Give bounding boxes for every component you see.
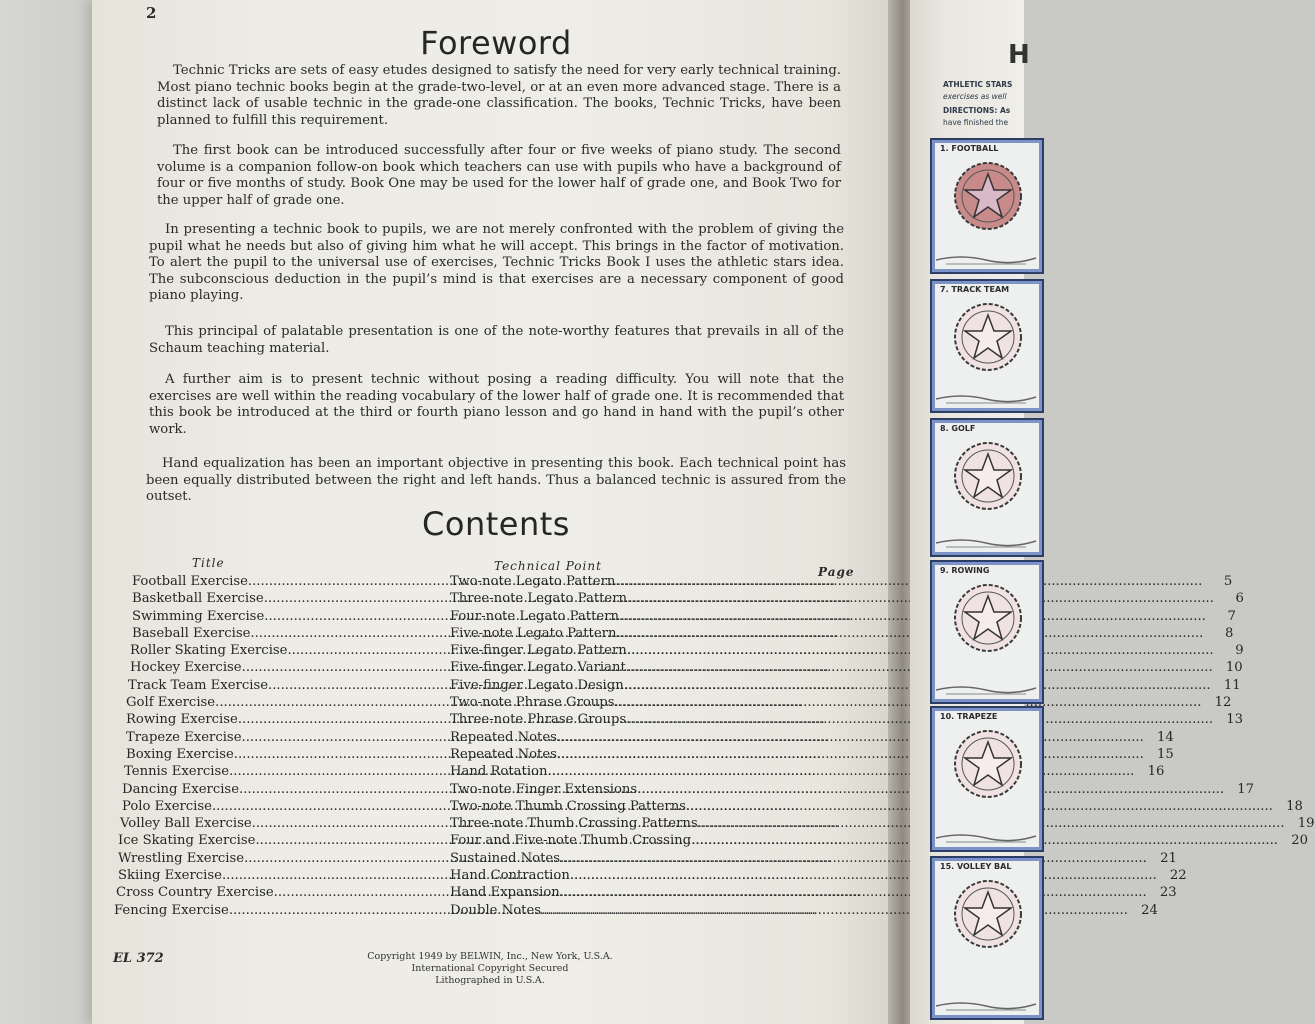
technical-point: Two-note Thumb Crossing Patterns .....	[450, 799, 1273, 814]
page-reference: 11	[1223, 677, 1241, 693]
table-row	[110, 574, 1233, 591]
table-row	[110, 660, 1243, 677]
technical-point: Three-note Legato Pattern .....	[450, 591, 1214, 606]
table-row	[110, 764, 1165, 781]
foreword-title: Foreword	[420, 24, 572, 62]
table-row	[110, 677, 1241, 695]
panel-label: 7. TRACK TEAM	[940, 285, 1010, 294]
page-reference: 9	[1235, 643, 1244, 659]
athletic-star-panel	[930, 279, 1044, 413]
athletic-star-panel	[930, 706, 1044, 852]
technical-point: Hand Contraction .....	[450, 868, 1157, 883]
technical-point: Two-note Legato Pattern .....	[450, 574, 1202, 589]
technical-point: Repeated Notes .....	[450, 747, 1144, 762]
technical-point: Two-note Phrase Groups .....	[450, 695, 1201, 710]
exercise-title: Tennis Exercise .....	[124, 764, 450, 779]
page-reference: 5	[1223, 574, 1233, 589]
table-row	[110, 608, 1236, 626]
technical-point: Five-finger Legato Pattern .....	[450, 643, 1214, 658]
exercise-title: Swimming Exercise .....	[132, 609, 450, 624]
foreword-paragraph-5: A further aim is to present technic without posing a reading difficulty. You will note that the exercises are well within the reading vocabulary of the lower half of grade one. It is recommended that this book be introduced at the third or fourth piano lesson and go hand in hand with the pupil’s other work.	[149, 372, 844, 437]
exercise-title: Boxing Exercise .....	[126, 747, 450, 762]
page-reference: 17	[1237, 781, 1255, 797]
right-page-line: exercises as well	[943, 92, 1007, 101]
page-reference: 18	[1286, 798, 1303, 814]
athletic-star-panel	[930, 856, 1044, 1020]
contents-header-point: Technical Point	[494, 559, 602, 573]
page-reference: 10	[1225, 660, 1243, 676]
contents-header-page: Page	[818, 565, 855, 579]
sport-illustration-icon	[936, 367, 1036, 407]
exercise-title: Skiing Exercise .....	[118, 868, 450, 883]
table-row	[110, 781, 1255, 799]
technical-point: Three-note Phrase Groups .....	[450, 712, 1213, 727]
exercise-title: Golf Exercise .....	[126, 695, 450, 710]
page-reference: 13	[1226, 712, 1244, 728]
exercise-title: Fencing Exercise .....	[114, 903, 450, 918]
technical-point: Five-finger Legato Variant .....	[450, 660, 1213, 675]
table-row	[110, 798, 1303, 816]
contents-header-title: Title	[192, 556, 225, 570]
table-row	[110, 643, 1244, 660]
right-page-line: ATHLETIC STARS	[943, 80, 1013, 89]
panel-label: 9. ROWING	[940, 566, 990, 575]
exercise-title: Volley Ball Exercise .....	[120, 816, 450, 831]
catalog-code: EL 372	[113, 951, 164, 966]
page-reference: 7	[1227, 608, 1236, 624]
page-reference: 21	[1160, 850, 1177, 866]
sport-illustration-icon	[936, 658, 1036, 698]
page-reference: 6	[1235, 591, 1244, 607]
panel-label: 15. VOLLEY BAL	[940, 862, 1012, 871]
page-reference: 14	[1157, 729, 1174, 745]
foreword-paragraph-6: Hand equalization has been an important objective in presenting this book. Each technical point has been equally distributed between the right and left hands. Thus a balanced technic is assured from the outset.	[146, 456, 846, 504]
star-medal-icon	[952, 440, 1024, 512]
right-page-line: have finished the	[943, 118, 1009, 127]
copyright-line: International Copyright Secured	[411, 963, 569, 974]
copyright-notice	[340, 951, 640, 987]
page-reference: 8	[1224, 625, 1234, 641]
technical-point: Double Notes .....	[450, 903, 1128, 918]
page-reference: 23	[1159, 885, 1177, 901]
exercise-title: Dancing Exercise .....	[122, 782, 450, 797]
table-row	[110, 868, 1187, 885]
exercise-title: Polo Exercise .....	[122, 799, 450, 814]
technical-point: Two-note Finger Extensions .....	[450, 782, 1224, 797]
technical-point: Four-note Legato Pattern .....	[450, 609, 1206, 624]
page-reference: 16	[1147, 764, 1165, 780]
table-row	[110, 729, 1174, 747]
athletic-star-panel	[930, 560, 1044, 704]
table-row	[110, 816, 1315, 833]
exercise-title: Trapeze Exercise .....	[126, 730, 450, 745]
page-reference: 20	[1291, 833, 1308, 849]
right-page-line: DIRECTIONS: As	[943, 106, 1011, 115]
technical-point: Five-note Legato Pattern .....	[450, 626, 1203, 641]
star-medal-icon	[952, 878, 1024, 950]
exercise-title: Roller Skating Exercise .....	[130, 643, 450, 658]
page-reference: 12	[1214, 695, 1232, 711]
exercise-title: Hockey Exercise .....	[130, 660, 450, 675]
table-row	[110, 902, 1158, 920]
copyright-line: Lithographed in U.S.A.	[435, 975, 545, 986]
technical-point: Repeated Notes .....	[450, 730, 1144, 745]
table-row	[110, 625, 1234, 643]
table-row	[110, 591, 1244, 608]
exercise-title: Rowing Exercise .....	[126, 712, 450, 727]
exercise-title: Football Exercise .....	[132, 574, 450, 589]
exercise-title: Basketball Exercise .....	[132, 591, 450, 606]
technical-point: Four and Five-note Thumb Crossing .....	[450, 833, 1278, 848]
sport-illustration-icon	[936, 806, 1036, 846]
exercise-title: Baseball Exercise .....	[132, 626, 450, 641]
page-reference: 19	[1297, 816, 1315, 832]
panel-label: 1. FOOTBALL	[940, 144, 999, 153]
exercise-title: Wrestling Exercise .....	[118, 851, 450, 866]
technical-point: Hand Expansion .....	[450, 885, 1147, 900]
copyright-line: Copyright 1949 by BELWIN, Inc., New York, U.S.A.	[367, 951, 613, 962]
page-reference: 15	[1157, 746, 1174, 762]
foreword-paragraph-1: Technic Tricks are sets of easy etudes designed to satisfy the need for very early technical training. Most piano technic books begin at the grade-two-level, or at an even more advanced stage. There is a distinct lack of usable technic in the grade-one classification. The books, Technic Tricks, have been planned to fulfill this requirement.	[157, 63, 841, 128]
exercise-title: Ice Skating Exercise .....	[118, 833, 450, 848]
star-medal-icon	[952, 160, 1024, 232]
right-page-title: H	[1008, 40, 1030, 70]
star-medal-icon	[952, 301, 1024, 373]
star-medal-icon	[952, 582, 1024, 654]
contents-title: Contents	[422, 505, 570, 543]
technical-point: Five-finger Legato Design .....	[450, 678, 1211, 693]
sport-illustration-icon	[936, 228, 1036, 268]
technical-point: Hand Rotation .....	[450, 764, 1134, 779]
foreword-paragraph-2: The first book can be introduced successfully after four or five weeks of piano study. The second volume is a companion follow-on book which teachers can use with pupils who have a background of four or five months of study. Book One may be used for the lower half of grade one, and Book Two for the upper half of grade one.	[157, 143, 841, 208]
table-row	[110, 695, 1232, 712]
panel-label: 10. TRAPEZE	[940, 712, 998, 721]
table-row	[110, 833, 1308, 850]
foreword-paragraph-3: In presenting a technic book to pupils, we are not merely confronted with the problem of giving the pupil what he needs but also of giving him what he will accept. This brings in the factor of motivation. To alert the pupil to the universal use of exercises, Technic Tricks Book I uses the athletic stars idea. The subconscious deduction in the pupil’s mind is that exercises are a necessary component of good piano playing.	[149, 222, 844, 303]
athletic-star-panel	[930, 418, 1044, 557]
panel-label: 8. GOLF	[940, 424, 976, 433]
foreword-paragraph-4: This principal of palatable presentation is one of the note-worthy features that prevails in all of the Schaum teaching material.	[149, 324, 844, 356]
page-number: 2	[146, 4, 157, 22]
technical-point: Sustained Notes .....	[450, 851, 1147, 866]
page-reference: 24	[1141, 902, 1158, 918]
technical-point: Three-note Thumb Crossing Patterns .....	[450, 816, 1285, 831]
table-row	[110, 746, 1174, 764]
sport-illustration-icon	[936, 511, 1036, 551]
table-row	[110, 885, 1177, 902]
star-medal-icon	[952, 728, 1024, 800]
exercise-title: Cross Country Exercise .....	[116, 885, 450, 900]
sport-illustration-icon	[936, 974, 1036, 1014]
page-reference: 22	[1169, 868, 1187, 884]
exercise-title: Track Team Exercise .....	[128, 678, 450, 693]
athletic-star-panel	[930, 138, 1044, 274]
